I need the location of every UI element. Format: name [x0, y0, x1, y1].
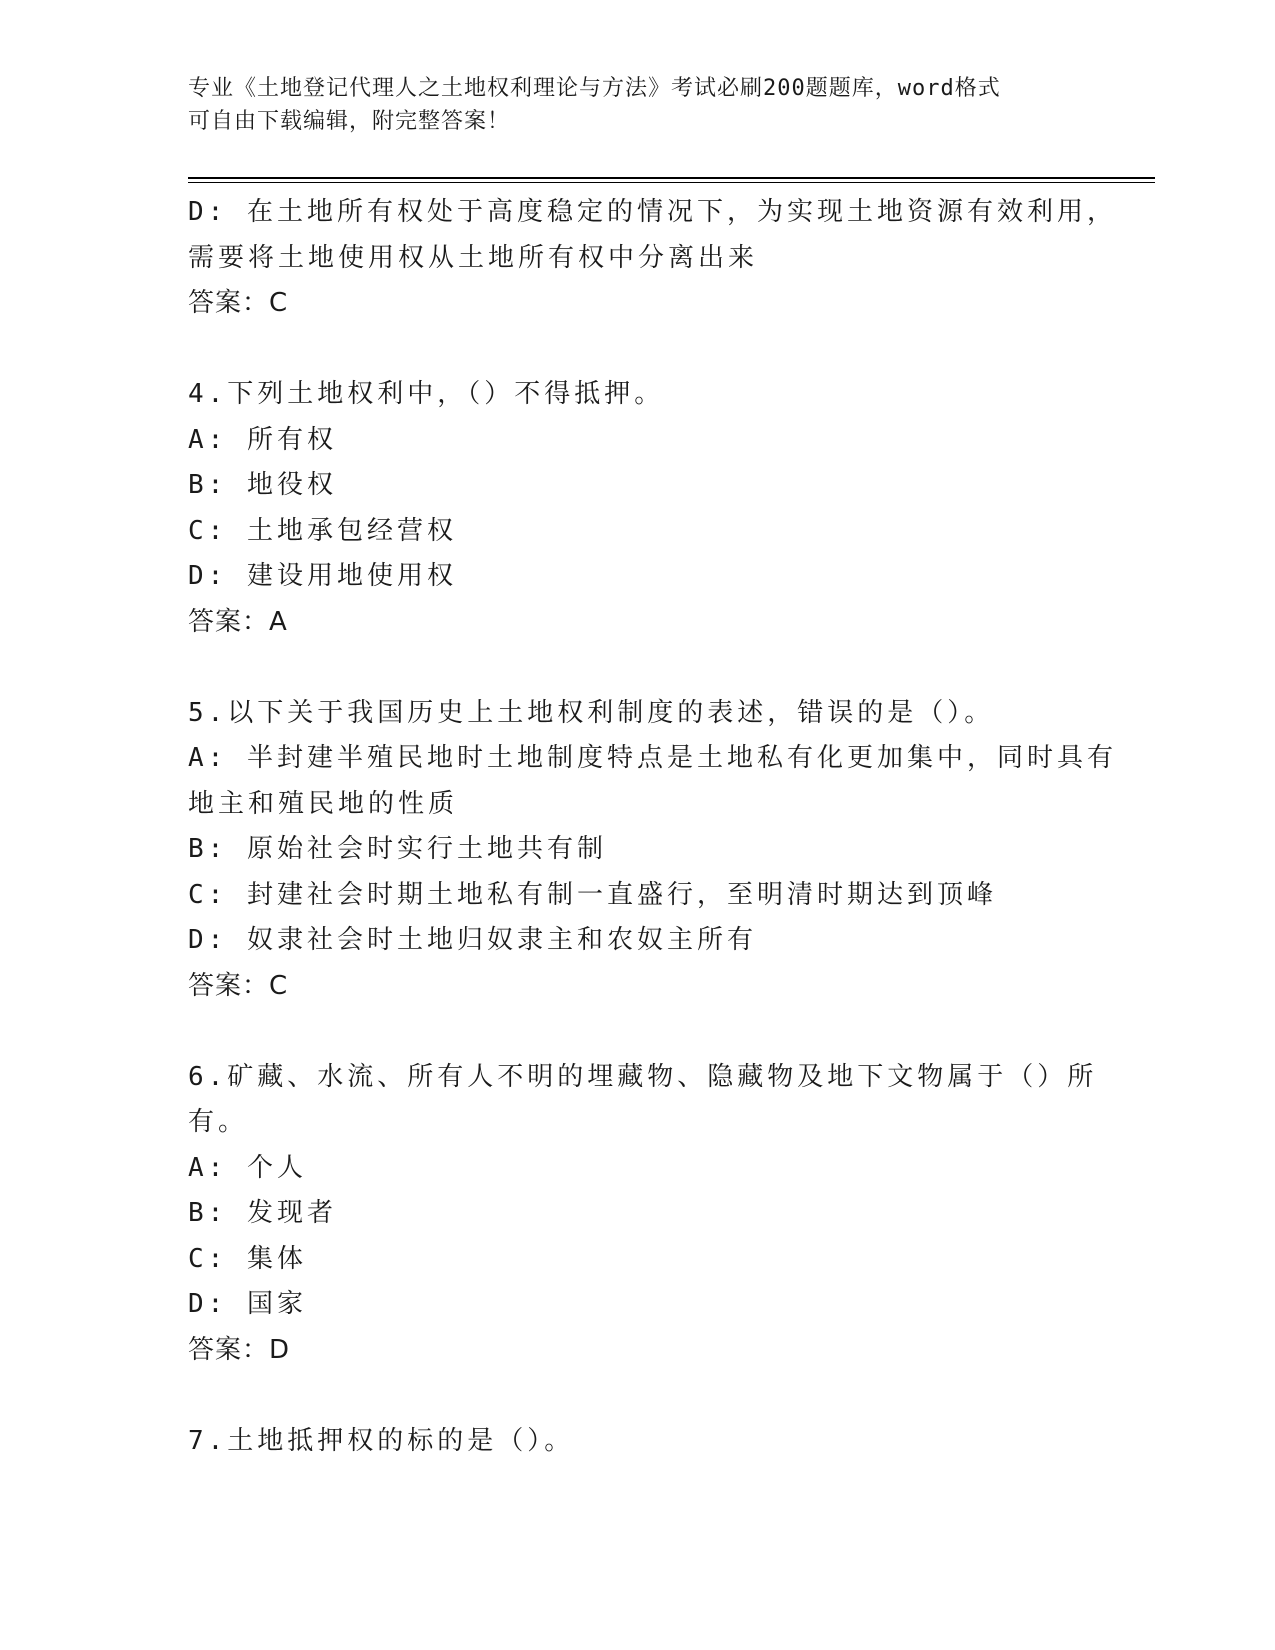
question-6 [188, 1055, 1098, 1374]
q4-answer: 答案：A [188, 606, 288, 637]
q5-option-a-line-1: A: 半封建半殖民地时土地制度特点是土地私有化更加集中，同时具有 [188, 743, 1117, 773]
spacer [188, 1373, 1088, 1419]
spacer [188, 327, 1088, 373]
q4-option-b: B: 地役权 [188, 470, 337, 500]
q5-option-a-line-2: 地主和殖民地的性质 [188, 788, 459, 819]
q6-option-c: C: 集体 [188, 1243, 307, 1274]
q6-option-a: A: 个人 [188, 1152, 307, 1183]
question-5 [188, 691, 1117, 1010]
q5-option-b: B: 原始社会时实行土地共有制 [188, 834, 607, 864]
page-header [188, 72, 1068, 138]
q4-option-c: C: 土地承包经营权 [188, 515, 457, 546]
spacer [188, 645, 1088, 691]
header-line-2: 可自由下载编辑，附完整答案！ [188, 109, 511, 134]
q5-answer: 答案：C [188, 970, 289, 1001]
q5-stem: 5.以下关于我国历史上土地权利制度的表述，错误的是（）。 [188, 697, 995, 728]
question-body [188, 190, 1117, 1464]
q6-option-b: B: 发现者 [188, 1198, 337, 1228]
header-line-1: 专业《土地登记代理人之土地权利理论与方法》考试必刷200题题库，word格式 [188, 76, 1001, 101]
q5-option-d: D: 奴隶社会时土地归奴隶主和农奴主所有 [188, 925, 757, 955]
q4-option-d: D: 建设用地使用权 [188, 561, 457, 591]
q6-option-d: D: 国家 [188, 1289, 307, 1319]
q4-option-a: A: 所有权 [188, 424, 337, 455]
q3-answer: 答案：C [188, 288, 289, 318]
q4-stem: 4.下列土地权利中，（）不得抵押。 [188, 379, 665, 409]
header-divider-thick [188, 177, 1155, 179]
q7-stem: 7.土地抵押权的标的是（）。 [188, 1425, 575, 1456]
question-3-tail [188, 190, 1117, 327]
q5-option-c: C: 封建社会时期土地私有制一直盛行，至明清时期达到顶峰 [188, 879, 997, 910]
header-divider-thin [188, 182, 1155, 183]
question-7 [188, 1419, 1088, 1465]
q6-stem-line-2: 有。 [188, 1107, 249, 1137]
q6-answer: 答案：D [188, 1334, 291, 1365]
q3-option-d-line-2: 需要将土地使用权从土地所有权中分离出来 [188, 242, 759, 273]
q6-stem-line-1: 6.矿藏、水流、所有人不明的埋藏物、隐藏物及地下文物属于（）所 [188, 1061, 1098, 1092]
q3-option-d-line-1: D: 在土地所有权处于高度稳定的情况下，为实现土地资源有效利用， [188, 197, 1117, 227]
spacer [188, 1009, 1088, 1055]
question-4 [188, 372, 1088, 645]
